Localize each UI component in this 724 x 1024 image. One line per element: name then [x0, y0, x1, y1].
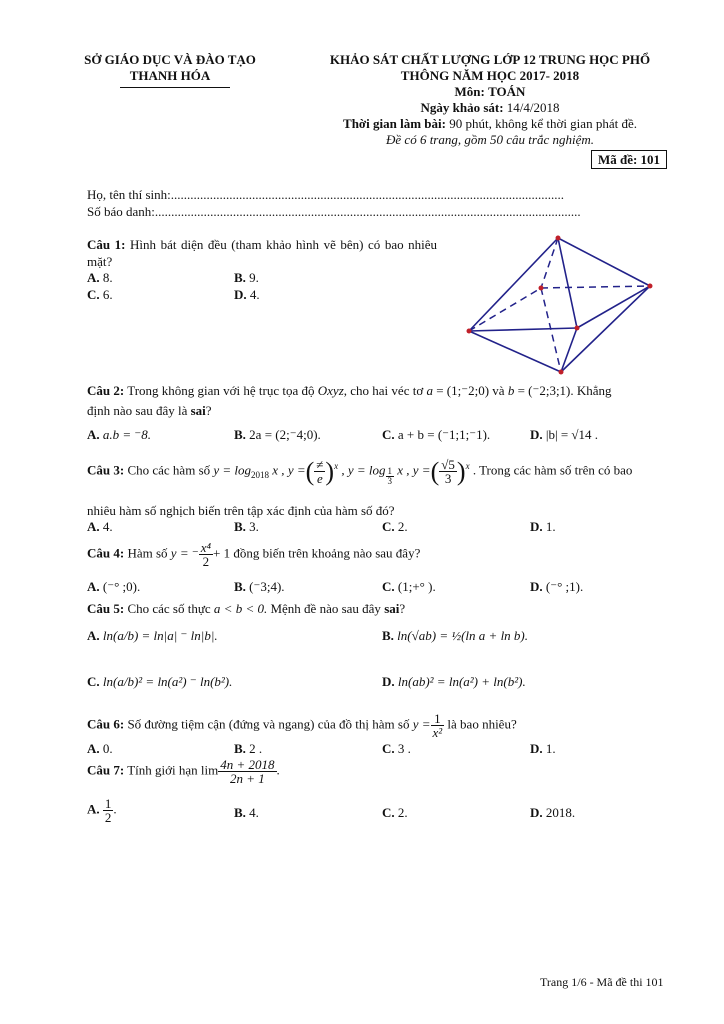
q3-option-c: C. 2. [382, 519, 408, 534]
candidate-name-field: Họ, tên thí sinh:......................................................................................................................... [87, 187, 565, 202]
q5-option-d: D. ln(ab)² = ln(a²) + ln(b²). [382, 674, 526, 689]
exam-time: Thời gian làm bài: 90 phút, không kể thời gian phát đề. [343, 116, 637, 131]
q5-option-a: A. ln(a/b) = ln|a| ⁻ ln|b|. [87, 628, 218, 643]
department-line2: THANH HÓA [129, 68, 211, 83]
q4-option-a: A. (⁻° ;0). [87, 579, 141, 594]
q6-option-b: B. 2 . [234, 741, 263, 756]
q5-option-b: B. ln(√ab) = ½(ln a + ln b). [382, 628, 529, 643]
q1-option-b: B. 9. [234, 270, 259, 285]
exam-subject: Môn: TOÁN [454, 84, 526, 99]
q2-option-d: D. |b| = √14 . [530, 427, 599, 442]
q6-option-c: C. 3 . [382, 741, 411, 756]
question-2-line2: định nào sau đây là sai? [87, 403, 212, 418]
candidate-id-field: Số báo danh:................................................................................................................................... [87, 204, 581, 219]
q7-option-b: B. 4. [234, 805, 259, 820]
q7-option-d: D. 2018. [530, 805, 576, 820]
exam-code-box: Mã đề: 101 [591, 150, 667, 169]
q1-option-c: C. 6. [87, 287, 113, 302]
q1-option-d: D. 4. [234, 287, 260, 302]
q6-option-d: D. 1. [530, 741, 556, 756]
q4-option-b: B. (⁻3;4). [234, 579, 285, 594]
header-underline [120, 87, 230, 88]
q7-option-c: C. 2. [382, 805, 408, 820]
q2-option-a: A. a.b = ⁻8. [87, 427, 152, 442]
q1-option-a: A. 8. [87, 270, 113, 285]
exam-title-line2: THÔNG NĂM HỌC 2017- 2018 [400, 68, 580, 83]
q7-option-a: A. $\frac{1}{2}$ . [87, 796, 117, 825]
q4-option-c: C. (1;+° ). [382, 579, 436, 594]
question-7: Câu 7: Tính giới hạn lim $\frac{4n + 2018}{2n + 1}$ . [87, 757, 280, 786]
department-line1: SỞ GIÁO DỤC VÀ ĐÀO TẠO [84, 52, 256, 67]
q2-option-b: B. 2a = (2;⁻4;0). [234, 427, 321, 442]
candidate-info [87, 186, 581, 220]
octahedron-figure [460, 230, 660, 380]
exam-pages-note: Đề có 6 trang, gồm 50 câu trắc nghiệm. [386, 132, 594, 147]
q3-option-a: A. 4. [87, 519, 113, 534]
question-3: Câu 3: Cho các hàm số $y = \log_{2018} x$ , y =( $\frac{\ne}{e}$ )$^x$ , y = log $_{\frac{1}{3}}$ x , y =( $\frac{√5}{3}$ )$^x$ . Trong các hàm số trên có bao [87, 457, 633, 486]
question-2: Câu 2: Trong không gian với hệ trục tọa độ Oxyz, cho hai véc tơ a = (1;⁻2;0) và b = (⁻2;3;1). Khẳng [87, 383, 612, 398]
question-6: Câu 6: Số đường tiệm cận (đứng và ngang) của đồ thị hàm số y = $\frac{1}{\text{x²}}$ là bao nhiêu? [87, 711, 517, 740]
page-footer: Trang 1/6 - Mã đề thi 101 [540, 975, 664, 989]
q4-option-d: D. (⁻° ;1). [530, 579, 584, 594]
exam-title-line1: KHẢO SÁT CHẤT LƯỢNG LỚP 12 TRUNG HỌC PHỔ [329, 52, 651, 67]
question-4: Câu 4: Hàm số y = ⁻ $\frac{\text{x⁴}}{2}$ + 1 đồng biến trên khoảng nào sau đây? [87, 540, 421, 569]
exam-date: Ngày khảo sát: 14/4/2018 [420, 100, 560, 115]
q6-option-a: A. 0. [87, 741, 113, 756]
q3-option-d: D. 1. [530, 519, 556, 534]
question-5: Câu 5: Cho các số thực a < b < 0. Mệnh đề nào sau đây sai? [87, 601, 406, 616]
q2-option-c: C. a + b = (⁻1;1;⁻1). [382, 427, 491, 442]
department-name [60, 52, 280, 84]
q5-option-c: C. ln(a/b)² = ln(a²) ⁻ ln(b²). [87, 674, 233, 689]
question-1: Câu 1: Hình bát diện đều (tham khảo hình vẽ bên) có bao nhiêu mặt? [87, 237, 438, 269]
question-3-line2: nhiêu hàm số nghịch biến trên tập xác định của hàm số đó? [87, 503, 395, 518]
exam-heading [300, 52, 680, 148]
q3-option-b: B. 3. [234, 519, 259, 534]
